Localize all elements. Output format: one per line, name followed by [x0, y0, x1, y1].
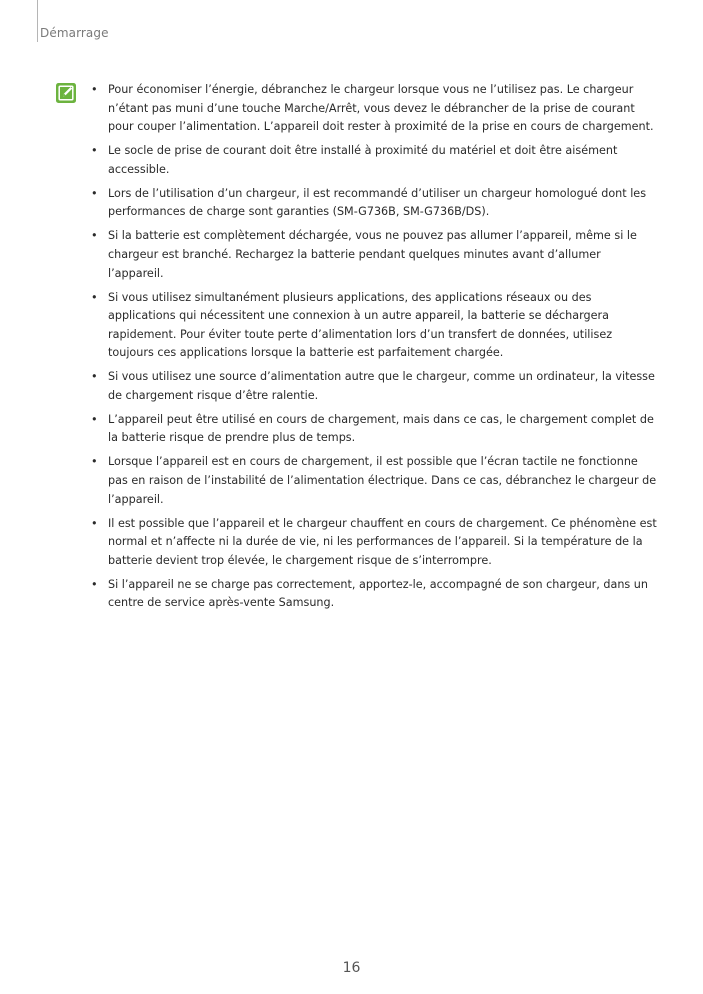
list-item [89, 453, 657, 509]
list-item-text: Si l’appareil ne se charge pas correctement, apportez-le, accompagné de son chargeur, dans un centre de service après-vente Samsung. [108, 577, 648, 610]
list-item [89, 368, 657, 405]
list-item-text: Si vous utilisez une source d’alimentation autre que le chargeur, comme un ordinateur, la vitesse de chargement risque d’être ralentie. [108, 370, 655, 402]
bullet: • [91, 186, 98, 200]
bullet: • [91, 577, 98, 591]
list-item-text: Si vous utilisez simultanément plusieurs applications, des applications réseaux ou des applications qui nécessitent une connexion à un autre appareil, la batterie se déchargera rapidement. Pour éviter toute perte d’alimentation lors d’un transfert de données, utilisez toujours ces applications lorsque la batterie est parfaitement chargée. [108, 290, 613, 360]
bullet: • [91, 229, 98, 243]
bullet: • [91, 290, 98, 304]
bullet: • [91, 83, 98, 96]
list-item [89, 515, 657, 571]
list-item-text: Si la batterie est complètement déchargée, vous ne pouvez pas allumer l’appareil, même si le chargeur est branché. Rechargez la batterie pendant quelques minutes avant d’allumer l’appareil. [108, 229, 637, 280]
list-item-text: Pour économiser l’énergie, débranchez le chargeur lorsque vous ne l’utilisez pas. Le chargeur n’étant pas muni d’une touche Marche/Arrêt, vous devez le débrancher de la prise de courant pour couper l’alimentation. L’appareil doit rester à proximité de la prise en cours de chargement. [108, 83, 654, 134]
bullet: • [91, 144, 98, 158]
list-item [89, 411, 657, 448]
list-item [89, 142, 657, 179]
list-item-text: Lorsque l’appareil est en cours de chargement, il est possible que l’écran tactile ne fonctionne pas en raison de l’instabilité de l’alimentation électrique. Dans ce cas, débranchez le chargeur de l’appareil. [108, 455, 657, 506]
list-item [89, 185, 657, 222]
list-item [89, 227, 657, 283]
list-item-text: Lors de l’utilisation d’un chargeur, il est recommandé d’utiliser un chargeur homologué dont les performances de charge sont garanties (SM-G736B, SM-G736B/DS). [108, 186, 647, 219]
note-pencil-icon [55, 82, 77, 104]
list-item [89, 81, 657, 137]
list-item-text: Le socle de prise de courant doit être installé à proximité du matériel et doit être aisément accessible. [108, 144, 618, 176]
header-divider [37, 0, 38, 42]
list-item [89, 576, 657, 613]
list-item-text: Il est possible que l’appareil et le chargeur chauffent en cours de chargement. Ce phénomène est normal et n’affecte ni la durée de vie, ni les performances de l’appareil. Si la température de la batterie devient trop élevée, le chargement risque de s’interrompre. [108, 516, 657, 567]
bullet: • [91, 412, 98, 426]
note-list [89, 81, 657, 618]
bullet: • [91, 516, 98, 530]
bullet: • [91, 455, 98, 469]
section-title: Démarrage [40, 26, 109, 40]
page-number: 16 [342, 960, 361, 976]
bullet: • [91, 370, 98, 384]
list-item [89, 289, 657, 363]
list-item-text: L’appareil peut être utilisé en cours de chargement, mais dans ce cas, le chargement complet de la batterie risque de prendre plus de temps. [108, 412, 654, 445]
